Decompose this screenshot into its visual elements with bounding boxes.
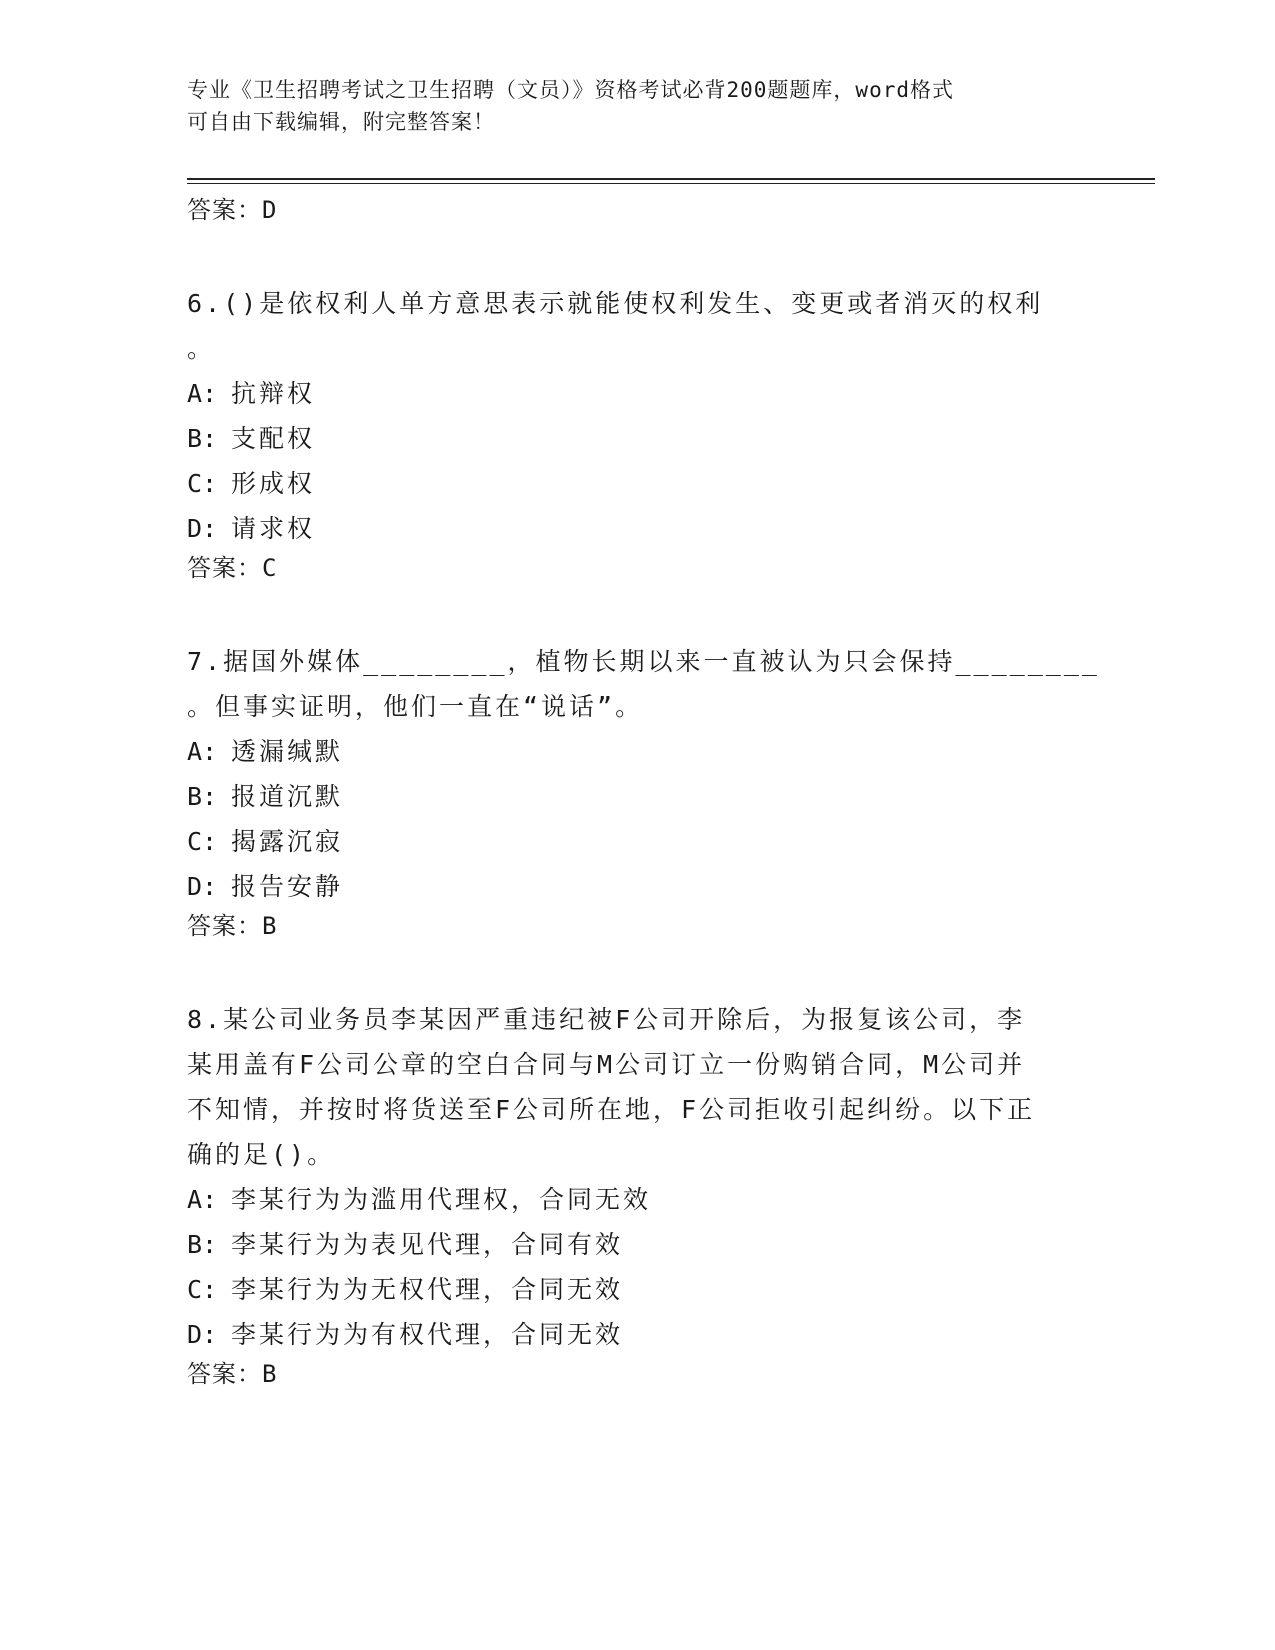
answer-line <box>187 193 1087 227</box>
question-text <box>187 639 1100 729</box>
option-key: B: <box>187 1230 218 1259</box>
question-text <box>187 997 1087 1177</box>
answer-value: B <box>262 912 278 940</box>
option-text: 李某行为为有权代理，合同无效 <box>231 1320 624 1349</box>
question-line: 不知情，并按时将货送至F公司所在地，F公司拒收引起纠纷。以下正 <box>187 1095 1036 1124</box>
option-text: 形成权 <box>231 469 316 498</box>
question-line: 7.据国外媒体________，植物长期以来一直被认为只会保持________ <box>187 647 1100 676</box>
answer-label: 答案： <box>187 1360 262 1388</box>
option-text: 李某行为为滥用代理权，合同无效 <box>231 1185 652 1214</box>
option-c <box>187 1267 1087 1312</box>
option-d <box>187 1312 1087 1357</box>
option-b <box>187 416 1087 461</box>
option-text: 透漏缄默 <box>231 737 344 766</box>
option-key: A: <box>187 1185 218 1214</box>
option-key: D: <box>187 1320 218 1349</box>
header-divider <box>187 178 1155 180</box>
option-b <box>187 774 1087 819</box>
option-key: D: <box>187 872 218 901</box>
question-line: 。但事实证明，他们一直在“说话”。 <box>187 692 644 721</box>
option-b <box>187 1222 1087 1267</box>
option-key: D: <box>187 514 218 543</box>
option-key: A: <box>187 379 218 408</box>
answer-value: D <box>262 196 278 224</box>
question-text <box>187 281 1087 371</box>
option-text: 李某行为为无权代理，合同无效 <box>231 1275 624 1304</box>
option-text: 抗辩权 <box>231 379 316 408</box>
option-text: 揭露沉寂 <box>231 827 344 856</box>
option-text: 请求权 <box>231 514 316 543</box>
option-c <box>187 819 1087 864</box>
option-d <box>187 506 1087 551</box>
header-line-1: 专业《卫生招聘考试之卫生招聘（文员）》资格考试必背200题题库，word格式 <box>187 78 954 102</box>
option-key: B: <box>187 782 218 811</box>
option-a <box>187 371 1087 416</box>
option-text: 报道沉默 <box>231 782 344 811</box>
option-text: 李某行为为表见代理，合同有效 <box>231 1230 624 1259</box>
option-a <box>187 1177 1087 1222</box>
answer-value: B <box>262 1360 278 1388</box>
answer-line <box>187 551 1087 585</box>
option-c <box>187 461 1087 506</box>
question-line: 确的足()。 <box>187 1140 336 1169</box>
option-text: 报告安静 <box>231 872 344 901</box>
document-header <box>187 74 1087 138</box>
header-divider-thin <box>187 183 1155 184</box>
question-block <box>187 639 1100 943</box>
answer-value: C <box>262 554 278 582</box>
option-text: 支配权 <box>231 424 316 453</box>
option-key: C: <box>187 1275 218 1304</box>
option-key: A: <box>187 737 218 766</box>
answer-line <box>187 909 1087 943</box>
answer-label: 答案： <box>187 554 262 582</box>
answer-label: 答案： <box>187 912 262 940</box>
question-block <box>187 997 1087 1391</box>
header-line-2: 可自由下载编辑，附完整答案！ <box>187 110 495 134</box>
option-key: B: <box>187 424 218 453</box>
option-d <box>187 864 1087 909</box>
option-a <box>187 729 1087 774</box>
question-line: 8.某公司业务员李某因严重违纪被F公司开除后，为报复该公司，李 <box>187 1005 1026 1034</box>
answer-line <box>187 1357 1087 1391</box>
question-line: 。 <box>187 334 216 363</box>
question-line: 6.()是依权利人单方意思表示就能使权利发生、变更或者消灭的权利 <box>187 289 1044 318</box>
option-key: C: <box>187 827 218 856</box>
answer-label: 答案： <box>187 196 262 224</box>
option-key: C: <box>187 469 218 498</box>
question-line: 某用盖有F公司公章的空白合同与M公司订立一份购销合同，M公司并 <box>187 1050 1026 1079</box>
document-body <box>187 193 1100 1391</box>
question-block <box>187 281 1087 585</box>
